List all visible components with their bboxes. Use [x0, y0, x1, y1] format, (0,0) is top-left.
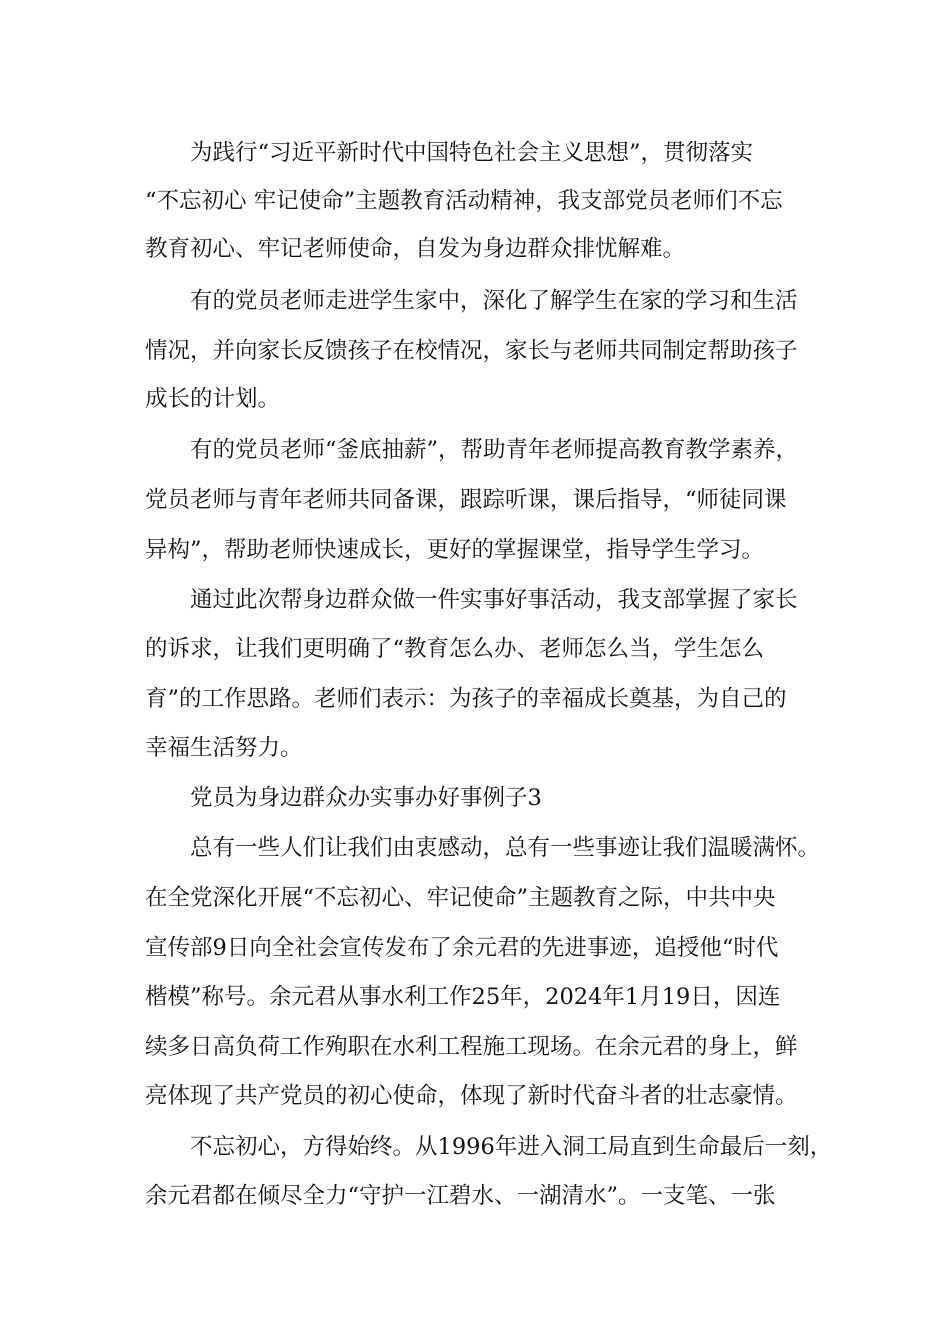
paragraph-1-line-2: “不忘初心 牢记使命”主题教育活动精神，我支部党员老师们不忘 — [145, 188, 783, 214]
paragraph-4-line-4: 幸福生活努力。 — [145, 735, 303, 761]
paragraph-6-line-2: 余元君都在倾尽全力“守护一江碧水、一湖清水”。一支笔、一张 — [145, 1183, 776, 1209]
paragraph-4-line-1: 通过此次帮身边群众做一件实事好事活动，我支部掌握了家长 — [190, 587, 798, 613]
paragraph-5-line-6: 亮体现了共产党员的初心使命，体现了新时代奋斗者的壮志豪情。 — [145, 1083, 798, 1109]
paragraph-2-line-3: 成长的计划。 — [145, 386, 281, 412]
paragraph-5-line-5: 续多日高负荷工作殉职在水利工程施工现场。在余元君的身上，鲜 — [145, 1034, 798, 1060]
paragraph-5-line-3: 宣传部9日向全社会宣传发布了余元君的先进事迹，追授他“时代 — [145, 935, 779, 961]
paragraph-5-line-1: 总有一些人们让我们由衷感动，总有一些事迹让我们温暖满怀。 — [190, 835, 821, 861]
section-heading: 党员为身边群众办实事办好事例子3 — [190, 785, 542, 811]
paragraph-3-line-2: 党员老师与青年老师共同备课，跟踪听课，课后指导，“师徒同课 — [145, 487, 787, 513]
paragraph-5-line-4: 楷模”称号。余元君从事水利工作25年，2024年1月19日，因连 — [145, 984, 781, 1010]
paragraph-2-line-1: 有的党员老师走进学生家中，深化了解学生在家的学习和生活 — [190, 288, 798, 314]
paragraph-1-line-1: 为践行“习近平新时代中国特色社会主义思想”，贯彻落实 — [190, 140, 754, 166]
paragraph-3-line-1: 有的党员老师“釜底抽薪”，帮助青年老师提高教育教学素养， — [190, 437, 799, 463]
paragraph-4-line-2: 的诉求，让我们更明确了“教育怎么办、老师怎么当，学生怎么 — [145, 636, 765, 662]
paragraph-4-line-3: 育”的工作思路。老师们表示：为孩子的幸福成长奠基，为自己的 — [145, 686, 787, 712]
paragraph-1-line-3: 教育初心、牢记老师使命，自发为身边群众排忧解难。 — [145, 236, 686, 262]
paragraph-2-line-2: 情况，并向家长反馈孩子在校情况，家长与老师共同制定帮助孩子 — [145, 338, 798, 364]
paragraph-3-line-3: 异构”，帮助老师快速成长，更好的掌握课堂，指导学生学习。 — [145, 537, 765, 563]
paragraph-5-line-2: 在全党深化开展“不忘初心、牢记使命”主题教育之际，中共中央 — [145, 885, 776, 911]
paragraph-6-line-1: 不忘初心，方得始终。从1996年进入洞工局直到生命最后一刻， — [190, 1134, 833, 1160]
